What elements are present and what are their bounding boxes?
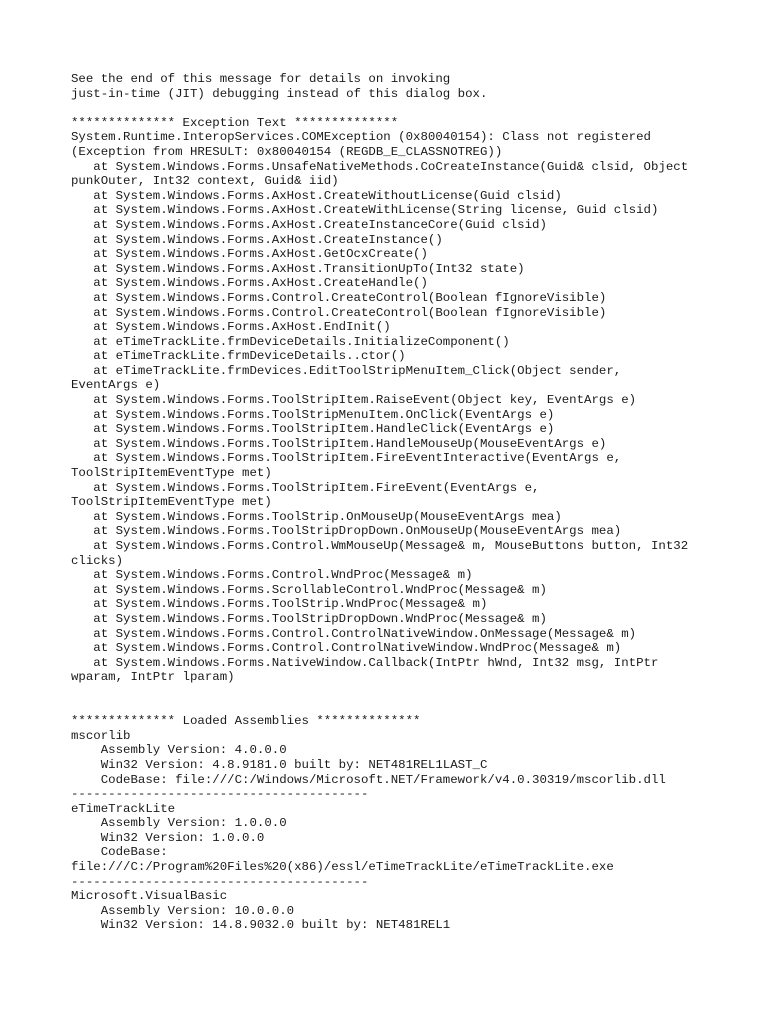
spacer: [71, 685, 761, 714]
intro-line: See the end of this message for details on invoking: [71, 72, 451, 86]
stack-line: at System.Windows.Forms.ToolStrip.OnMouseUp(MouseEventArgs mea): [71, 509, 562, 524]
stack-line: at System.Windows.Forms.AxHost.CreateWithLicense(String license, Guid clsid): [71, 203, 659, 218]
spacer: [71, 101, 761, 116]
stack-line: at System.Windows.Forms.ToolStripDropDown.WndProc(Message& m): [71, 611, 547, 626]
stack-line: System.Runtime.InteropServices.COMException (0x80040154): Class not registered: [71, 130, 651, 145]
stack-line: at System.Windows.Forms.ScrollableControl.WndProc(Message& m): [71, 582, 547, 597]
assembly-separator: ----------------------------------------: [71, 787, 369, 802]
exception-header: ************** Exception Text **************: [71, 115, 399, 130]
stack-line: at System.Windows.Forms.Control.CreateControl(Boolean fIgnoreVisible): [71, 290, 607, 305]
stack-line: at System.Windows.Forms.Control.ControlNativeWindow.OnMessage(Message& m): [71, 626, 637, 641]
stack-line: at System.Windows.Forms.ToolStripItem.FireEventInteractive(EventArgs e,: [71, 451, 622, 466]
assemblies-section: [71, 714, 761, 933]
assembly-line: Win32 Version: 14.8.9032.0 built by: NET481REL1: [71, 918, 451, 933]
stack-line: at System.Windows.Forms.ToolStripItem.RaiseEvent(Object key, EventArgs e): [71, 393, 637, 408]
stack-line: at eTimeTrackLite.frmDeviceDetails..ctor(): [71, 349, 406, 364]
intro-section: [71, 72, 761, 101]
stack-line: at System.Windows.Forms.Control.WndProc(Message& m): [71, 568, 473, 583]
stack-line: ToolStripItemEventType met): [71, 495, 272, 510]
stack-line: at System.Windows.Forms.ToolStripDropDown.OnMouseUp(MouseEventArgs mea): [71, 524, 622, 539]
stack-line: at System.Windows.Forms.Control.ControlNativeWindow.WndProc(Message& m): [71, 641, 622, 656]
stack-line: at System.Windows.Forms.AxHost.CreateHandle(): [71, 276, 428, 291]
stack-line: at eTimeTrackLite.frmDevices.EditToolStripMenuItem_Click(Object sender,: [71, 363, 622, 378]
stack-line: punkOuter, Int32 context, Guid& iid): [71, 174, 339, 189]
stack-line: clicks): [71, 553, 124, 568]
stack-line: at System.Windows.Forms.AxHost.GetOcxCreate(): [71, 247, 428, 262]
assembly-line: Microsoft.VisualBasic: [71, 889, 228, 904]
assembly-line: eTimeTrackLite: [71, 801, 176, 816]
assembly-line: Win32 Version: 1.0.0.0: [71, 830, 265, 845]
stack-line: at System.Windows.Forms.ToolStripItem.HandleClick(EventArgs e): [71, 422, 555, 437]
exception-section: [71, 116, 761, 685]
error-report: [71, 72, 761, 933]
assembly-line: file:///C:/Program%20Files%20(x86)/essl/eTimeTrackLite/eTimeTrackLite.exe: [71, 860, 614, 875]
assembly-line: Assembly Version: 1.0.0.0: [71, 816, 287, 831]
stack-line: wparam, IntPtr lparam): [71, 670, 235, 685]
assembly-list: [71, 729, 761, 933]
stack-line: at System.Windows.Forms.UnsafeNativeMethods.CoCreateInstance(Guid& clsid, Object: [71, 159, 689, 174]
stack-line: (Exception from HRESULT: 0x80040154 (REGDB_E_CLASSNOTREG)): [71, 144, 503, 159]
assembly-separator: ----------------------------------------: [71, 874, 369, 889]
stack-line: at System.Windows.Forms.Control.WmMouseUp(Message& m, MouseButtons button, Int32: [71, 539, 689, 553]
assembly-line: CodeBase:: [71, 845, 168, 860]
intro-line: just-in-time (JIT) debugging instead of this dialog box.: [71, 86, 488, 101]
assembly-line: CodeBase: file:///C:/Windows/Microsoft.NET/Framework/v4.0.30319/mscorlib.dll: [71, 772, 666, 787]
stack-line: EventArgs e): [71, 378, 161, 393]
stack-line: at System.Windows.Forms.ToolStrip.WndProc(Message& m): [71, 597, 488, 612]
stack-line: at System.Windows.Forms.AxHost.CreateWithoutLicense(Guid clsid): [71, 188, 562, 203]
assembly-line: Win32 Version: 4.8.9181.0 built by: NET481REL1LAST_C: [71, 757, 488, 772]
stack-line: at System.Windows.Forms.ToolStripItem.HandleMouseUp(MouseEventArgs e): [71, 436, 607, 451]
stack-line: at System.Windows.Forms.AxHost.CreateInstance(): [71, 232, 443, 247]
assemblies-header: ************** Loaded Assemblies **************: [71, 714, 421, 729]
assembly-line: Assembly Version: 4.0.0.0: [71, 743, 287, 758]
stack-line: at System.Windows.Forms.AxHost.TransitionUpTo(Int32 state): [71, 261, 525, 276]
stack-line: at System.Windows.Forms.ToolStripItem.FireEvent(EventArgs e,: [71, 480, 540, 495]
stack-line: at System.Windows.Forms.AxHost.EndInit(): [71, 320, 391, 335]
stack-line: at System.Windows.Forms.AxHost.CreateInstanceCore(Guid clsid): [71, 217, 547, 232]
stack-line: at eTimeTrackLite.frmDeviceDetails.InitializeComponent(): [71, 334, 510, 349]
stack-line: at System.Windows.Forms.Control.CreateControl(Boolean fIgnoreVisible): [71, 305, 607, 320]
stack-line: at System.Windows.Forms.ToolStripMenuItem.OnClick(EventArgs e): [71, 407, 555, 422]
assembly-line: Assembly Version: 10.0.0.0: [71, 903, 295, 918]
stack-line: at System.Windows.Forms.NativeWindow.Callback(IntPtr hWnd, Int32 msg, IntPtr: [71, 655, 659, 670]
assembly-line: mscorlib: [71, 728, 131, 743]
stack-trace: [71, 130, 761, 685]
stack-line: ToolStripItemEventType met): [71, 466, 272, 481]
